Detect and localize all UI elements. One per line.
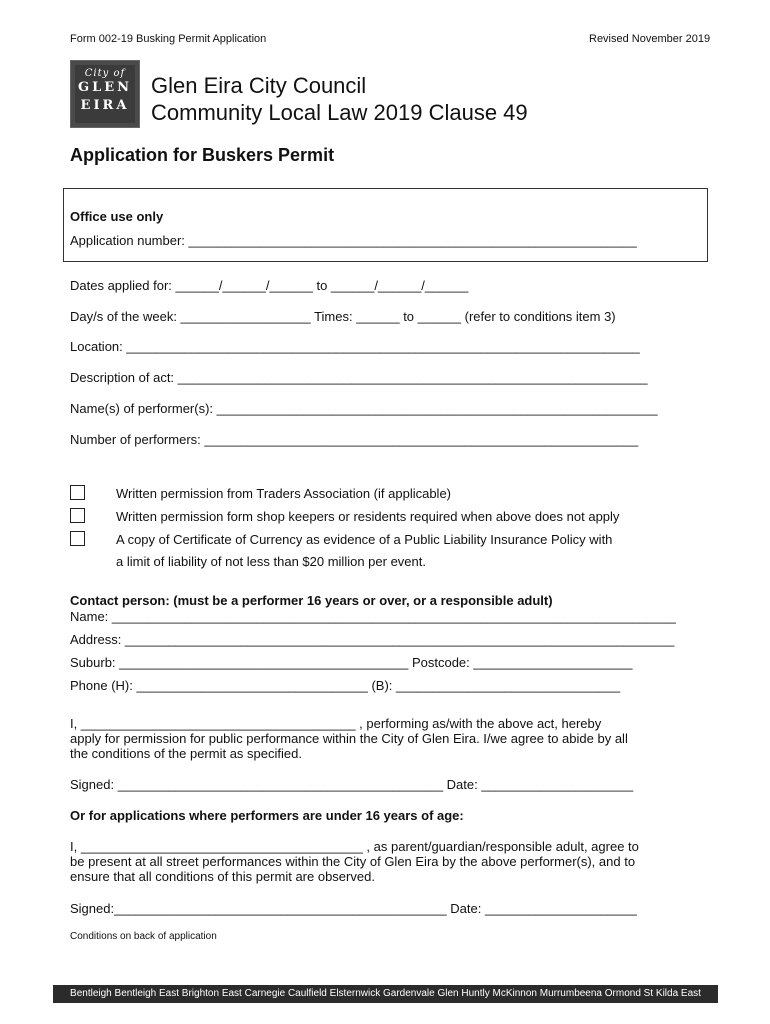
checklist-item: A copy of Certificate of Currency as evidence of a Public Liability Insurance Policy with (116, 532, 613, 547)
contact-suburb-field[interactable]: Suburb: ________________________________________ Postcode: ______________________ (70, 655, 633, 670)
description-field[interactable]: Description of act: _________________________________________________________________ (70, 370, 648, 385)
conditions-note: Conditions on back of application (70, 931, 217, 942)
form-id: Form 002-19 Busking Permit Application (70, 33, 267, 45)
checkbox-insurance[interactable] (70, 531, 85, 546)
declaration-line: the conditions of the permit as specified. (70, 746, 302, 761)
adult-signature-field[interactable]: Signed: _____________________________________________ Date: _____________________ (70, 777, 634, 792)
logo-line2: GLEN (77, 80, 133, 95)
checklist-item: Written permission from Traders Association (if applicable) (116, 486, 451, 501)
office-use-box (63, 188, 708, 262)
minor-declaration-line: be present at all street performances within the City of Glen Eira by the above performer(s), and to (70, 854, 636, 869)
title-line1: Glen Eira City Council (151, 73, 367, 98)
contact-heading: Contact person: (must be a performer 16 years or over, or a responsible adult) (70, 593, 553, 608)
performer-count-field[interactable]: Number of performers: ____________________________________________________________ (70, 432, 639, 447)
checklist-item: Written permission form shop keepers or residents required when above does not apply (116, 509, 620, 524)
revised-date: Revised November 2019 (589, 33, 711, 45)
office-use-label: Office use only (70, 209, 164, 224)
minor-heading: Or for applications where performers are under 16 years of age: (70, 808, 464, 823)
page-heading: Application for Buskers Permit (70, 145, 335, 165)
minor-declaration-line: ensure that all conditions of this permit are observed. (70, 869, 375, 884)
checkbox-shopkeepers[interactable] (70, 508, 85, 523)
performer-names-field[interactable]: Name(s) of performer(s): _____________________________________________________________ (70, 401, 658, 416)
checkbox-traders[interactable] (70, 485, 85, 500)
contact-phone-field[interactable]: Phone (H): ________________________________ (B): _______________________________ (70, 678, 621, 693)
logo-line1: City of (84, 68, 126, 79)
location-field[interactable]: Location: _______________________________________________________________________ (70, 339, 640, 354)
minor-declaration-line[interactable]: I, _______________________________________ , as parent/guardian/responsible adult, agree to (70, 839, 639, 854)
document-title (151, 72, 528, 126)
contact-address-field[interactable]: Address: ____________________________________________________________________________ (70, 632, 675, 647)
declaration-line: apply for permission for public performance within the City of Glen Eira. I/we agree to abide by all (70, 731, 628, 746)
suburbs-footer: Bentleigh Bentleigh East Brighton East Carnegie Caulfield Elsternwick Gardenvale Glen Huntly McKinnon Murrumbeena Ormond St Kilda East (53, 985, 718, 1003)
application-number-field[interactable]: Application number: ______________________________________________________________ (70, 233, 637, 248)
contact-name-field[interactable]: Name: ______________________________________________________________________________ (70, 609, 676, 624)
declaration-line[interactable]: I, ______________________________________ , performing as/with the above act, hereby (70, 716, 602, 731)
logo-line3: EIRA (80, 98, 130, 113)
checklist-continuation: a limit of liability of not less than $20 million per event. (116, 554, 426, 569)
minor-signature-field[interactable]: Signed:______________________________________________ Date: _____________________ (70, 901, 637, 916)
council-logo (70, 60, 140, 128)
dates-field[interactable]: Dates applied for: ______/______/______ to ______/______/______ (70, 278, 469, 293)
days-times-field[interactable]: Day/s of the week: __________________ Times: ______ to ______ (refer to conditions item 3) (70, 309, 616, 324)
title-line2: Community Local Law 2019 Clause 49 (151, 100, 528, 125)
